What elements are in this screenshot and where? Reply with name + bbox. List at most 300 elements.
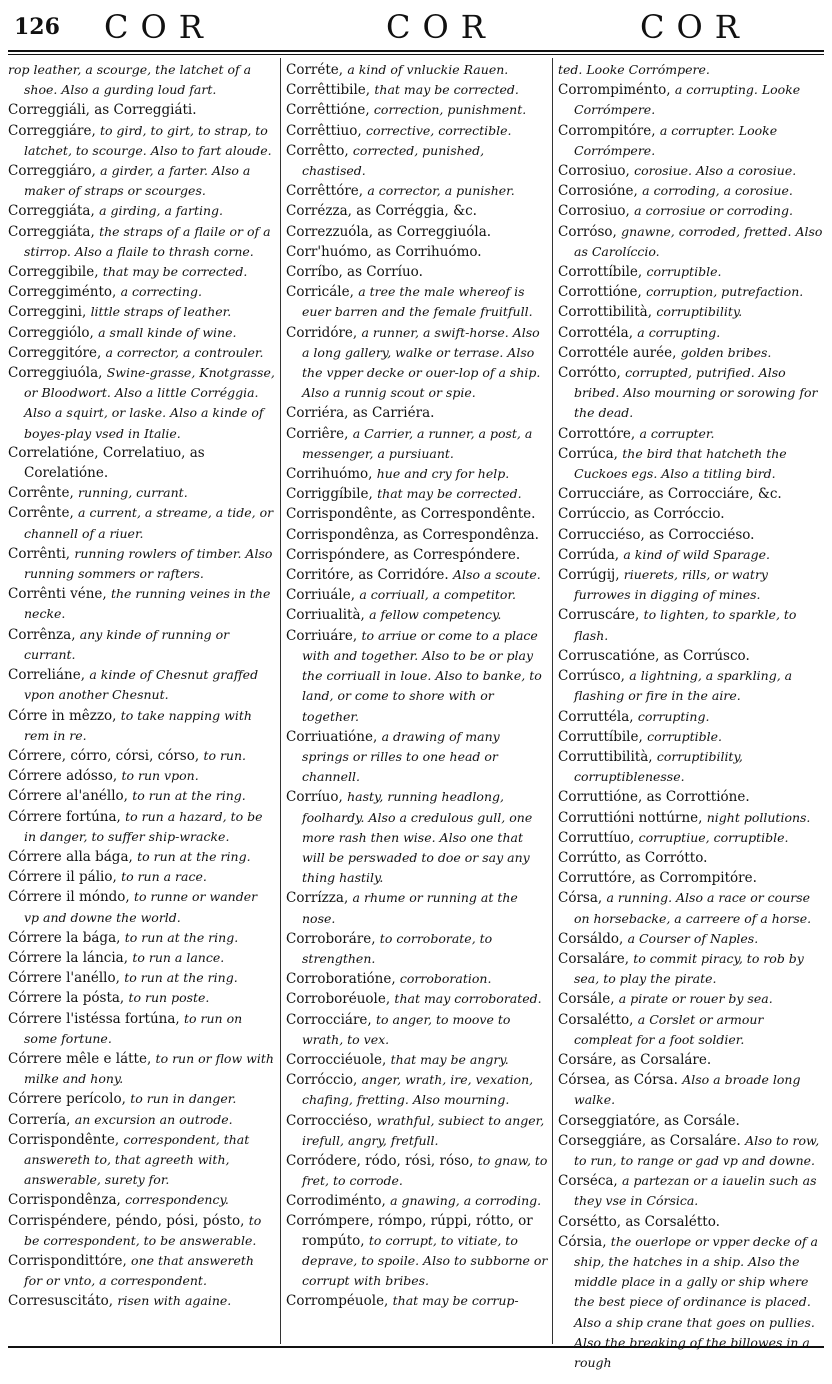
dictionary-entry (8, 444, 276, 483)
dictionary-entry (8, 343, 276, 363)
dictionary-entry (8, 867, 276, 887)
definition: to take napping with rem in re. (24, 707, 252, 743)
dictionary-entry (8, 887, 276, 927)
dictionary-entry (8, 665, 276, 705)
headword: Corrosiuo, (558, 163, 635, 180)
definition: that may corroborated. (394, 991, 542, 1007)
definition: a gnawing, a corroding. (390, 1193, 542, 1209)
dictionary-entry (8, 121, 276, 161)
definition: a drawing of many springs or rilles to one head or channell. (302, 728, 500, 785)
dictionary-entry (8, 222, 276, 262)
definition: to run. (203, 747, 247, 763)
definition: risen with againe. (117, 1293, 232, 1309)
dictionary-entry (8, 483, 276, 503)
dictionary-entry (558, 727, 824, 747)
dictionary-entry (558, 222, 824, 262)
dictionary-entry (558, 1232, 824, 1373)
definition: a corrupting. (637, 324, 721, 340)
definition: to gnaw, to fret, to corrode. (302, 1152, 548, 1189)
dictionary-entry (558, 828, 824, 848)
headword: Corrodiménto, (286, 1193, 391, 1210)
definition: running, currant. (78, 485, 188, 501)
headword: Córrere fortúna, (8, 808, 126, 825)
definition: the ouerlope or vpper decke of a ship, the hatches in a ship. Also the middle place in a gally or ship where the best piece of ordinance is placed. Also a ship crane that goes on pullies. Also the breaking of the billowes in a rough (574, 1233, 818, 1370)
headword: Córrere la láncia, (8, 949, 133, 966)
definition: a corrupting. Looke Corrómpere. (574, 82, 801, 118)
dictionary-entry (286, 181, 548, 201)
definition: a kinde of Chesnut graffed vpon another Chesnut. (24, 667, 259, 703)
headword: Corrêtto, (286, 142, 353, 159)
dictionary-entry (558, 808, 824, 828)
definition: Also a broade long walke. (574, 1072, 801, 1108)
dictionary-entry (286, 969, 548, 989)
dictionary-entry (8, 928, 276, 948)
headword: Corródere, ródo, rósi, róso, (286, 1152, 478, 1169)
dictionary-entry (286, 242, 548, 262)
definition: golden bribes. (680, 344, 772, 360)
definition: to run at the ring. (132, 788, 246, 804)
headword: Córrere al'anéllo, (8, 788, 133, 805)
headword: Córsa, (558, 890, 607, 907)
headword: Corsáre, as Corsaláre. (558, 1051, 712, 1068)
definition: to corrupt, to vitiate, to deprave, to spoile. Also to subborne or corrupt with bribes. (302, 1232, 548, 1289)
dictionary-entry (8, 1110, 276, 1130)
dictionary-entry (286, 929, 548, 969)
dictionary-entry (8, 1009, 276, 1049)
headword: Córrere alla bága, (8, 848, 138, 865)
dictionary-entry (558, 484, 824, 504)
dictionary-entry (286, 565, 548, 585)
definition: a Courser of Naples. (627, 930, 759, 946)
dictionary-entry (558, 201, 824, 221)
headword: Corrucciáre, as Corrocciáre, &c. (558, 486, 782, 503)
headword: Corruttéla, (558, 708, 638, 725)
dictionary-entry (286, 1191, 548, 1211)
definition: corruptible. (646, 264, 722, 280)
headword: Corrispondênte, as Correspondênte. (286, 506, 536, 523)
dictionary-entry (558, 161, 824, 181)
column-middle (286, 60, 548, 1342)
definition: to gird, to girt, to strap, to latchet, to scourge. Also to fart aloude. (24, 122, 272, 158)
dictionary-entry (558, 424, 824, 444)
definition: anger, wrath, ire, vexation, chafing, fretting. Also mourning. (302, 1072, 534, 1108)
dictionary-entry (286, 121, 548, 141)
header-rule-thin (8, 54, 824, 55)
definition: to lighten, to sparkle, to flash. (574, 607, 797, 643)
headword: Corritóre, as Corridóre. (286, 567, 454, 584)
dictionary-entry (558, 363, 824, 424)
headword: Corrispéndere, péndo, pósi, pósto, (8, 1212, 249, 1229)
dictionary-entry (286, 626, 548, 727)
headword: Corróccio, (286, 1072, 362, 1089)
dictionary-entry (286, 1212, 548, 1292)
dictionary-entry (8, 584, 276, 624)
dictionary-entry (558, 848, 824, 868)
dictionary-entry (286, 282, 548, 322)
definition: a runner, a swift-horse. Also a long gallery, walke or terrase. Also the vpper decke or ouer-lop of a ship. Also a runnig scout or spie. (302, 324, 541, 401)
definition: corrupted, putrified. Also bribed. Also mourning or sorowing for the dead. (574, 365, 818, 421)
headword: Corrúccio, as Corróccio. (558, 506, 725, 523)
dictionary-entry (286, 605, 548, 625)
headword: Correzzuóla, as Correggiuóla. (286, 223, 492, 240)
definition: a running. Also a race or course on horsebacke, a carreere of a horse. (574, 890, 812, 926)
definition: a kind of vnluckie Rauen. (347, 62, 509, 77)
dictionary-entry (558, 545, 824, 565)
headword: Corridóre, (286, 324, 362, 341)
dictionary-entry (558, 888, 824, 928)
dictionary-entry (286, 989, 548, 1009)
dictionary-entry (286, 484, 548, 504)
headword: Corrispondittóre, (8, 1252, 132, 1269)
definition: to run in danger. (130, 1091, 237, 1107)
definition: a lightning, a sparkling, a flashing or fire in the aire. (574, 668, 793, 704)
headword: Corsále, (558, 991, 619, 1008)
headword: Córrere adósso, (8, 768, 122, 785)
definition: corruptibility. (656, 304, 743, 320)
definition: to arriue or come to a place with and together. Also to be or play the corriuall in loue. Also to banke, to land, or come to shore with or together. (302, 627, 542, 724)
dictionary-entry (8, 1190, 276, 1210)
headword: Corsétto, as Corsalétto. (558, 1213, 720, 1230)
dictionary-entry (558, 262, 824, 282)
dictionary-entry (558, 60, 824, 80)
definition: to run poste. (128, 990, 210, 1006)
dictionary-entry (8, 262, 276, 282)
definition: a girder, a farter. Also a maker of straps or scourges. (24, 163, 251, 199)
dictionary-entry (286, 585, 548, 605)
definition: corosiue. Also a corosiue. (634, 163, 797, 179)
dictionary-entry (8, 503, 276, 543)
definition: a rhume or running at the nose. (302, 890, 518, 926)
definition: corroboration. (399, 971, 492, 987)
dictionary-entry (558, 949, 824, 989)
dictionary-entry (8, 625, 276, 665)
headword: Corruttióni nottúrne, (558, 809, 707, 826)
definition: corruptibility, corruptiblenesse. (574, 748, 743, 785)
dictionary-entry (8, 948, 276, 968)
definition: Swine-grasse, Knotgrasse, or Bloodwort. Also a little Corréggia. Also a squirt, or laske. Also a kinde of boyes-play vsed in Italie. (24, 365, 275, 441)
dictionary-entry (558, 747, 824, 787)
column-right (558, 60, 824, 1370)
column-divider (552, 58, 553, 1344)
definition: that may be corrup- (392, 1293, 519, 1309)
headword: Córrere il móndo, (8, 889, 134, 906)
dictionary-entry (8, 201, 276, 221)
headword: Corrêttóre, (286, 183, 368, 200)
definition: corrected, punished, chastised. (302, 142, 485, 179)
headword: Corrispondênza, (8, 1192, 126, 1209)
definition: a partezan or a iauelin such as they vse in Córsica. (574, 1173, 817, 1209)
dictionary-entry (8, 847, 276, 867)
definition: night pollutions. (706, 809, 811, 825)
definition: riuerets, rills, or watry furrowes in digging of mines. (574, 567, 768, 603)
headword: Corrúgij, (558, 567, 624, 584)
headword: Correggiménto, (8, 284, 121, 301)
headword: Correggiáta, (8, 223, 100, 240)
headword: Corseggiáre, as Corsaláre. (558, 1132, 746, 1149)
definition: that may be corrected. (377, 486, 522, 502)
headword: Corrihuómo, (286, 466, 377, 483)
dictionary-entry (286, 464, 548, 484)
headword: Corrúca, (558, 445, 623, 462)
dictionary-entry (8, 988, 276, 1008)
headword: Corrottóre, (558, 425, 640, 442)
dictionary-entry (8, 282, 276, 302)
headword: Corruttíuo, (558, 829, 639, 846)
headword: Córrere mêle e látte, (8, 1050, 156, 1067)
definition: wrathful, subiect to anger, irefull, angry, fretfull. (302, 1112, 545, 1148)
dictionary-entry (8, 807, 276, 847)
definition: a corrosiue or corroding. (634, 203, 793, 219)
headword: Corrispóndere, as Correspóndere. (286, 546, 521, 563)
definition: to runne or wander vp and downe the world. (24, 889, 258, 925)
dictionary-entry (286, 60, 548, 80)
dictionary-entry (8, 1049, 276, 1089)
headword: Corrocciáre, (286, 1011, 377, 1028)
dictionary-entry (8, 161, 276, 201)
dictionary-entry (558, 1010, 824, 1050)
catchword-center: COR (386, 8, 497, 46)
dictionary-entry (8, 1089, 276, 1109)
definition: any kinde of running or currant. (24, 626, 230, 662)
definition: a current, a streame, a tide, or channell of a riuer. (24, 505, 274, 541)
definition: a girding, a farting. (99, 203, 223, 219)
dictionary-entry (8, 544, 276, 584)
dictionary-entry (8, 766, 276, 786)
definition: one that answereth for or vnto, a correspondent. (24, 1252, 254, 1289)
definition: to run on some fortune. (24, 1010, 243, 1046)
headword: Corricále, (286, 284, 359, 301)
definition: to run a race. (121, 869, 207, 885)
dictionary-entry (8, 302, 276, 322)
dictionary-entry (558, 666, 824, 706)
definition: hue and cry for help. (376, 466, 510, 482)
definition: to corroborate, to strengthen. (302, 930, 493, 966)
catchword-right: COR (640, 8, 751, 46)
headword: Córrere l'anéllo, (8, 970, 125, 987)
dictionary-entry (8, 706, 276, 746)
headword: Córsea, as Córsa. (558, 1072, 683, 1089)
headword: Correría, (8, 1111, 75, 1128)
headword: Corriggíbile, (286, 486, 378, 503)
dictionary-entry (286, 545, 548, 565)
headword: Corriuáre, (286, 627, 362, 644)
headword: Corriuatióne, (286, 728, 382, 745)
headword: Corréte, (286, 62, 348, 78)
dictionary-entry (558, 181, 824, 201)
headword: Corrútto, as Corrótto. (558, 849, 708, 866)
headword: Corrispondênza, as Correspondênza. (286, 526, 539, 543)
dictionary-entry (286, 1291, 548, 1311)
catchword-left: COR (104, 8, 215, 46)
dictionary-entry (558, 1050, 824, 1070)
headword: Corrosiuo, (558, 203, 635, 220)
definition: that may be angry. (390, 1051, 509, 1067)
definition: a corriuall, a competitor. (359, 587, 517, 603)
page-header (0, 8, 832, 48)
dictionary-entry (8, 1291, 276, 1311)
headword: Corresuscitáto, (8, 1293, 118, 1310)
definition: to run at the ring. (137, 848, 251, 864)
headword: Corrottíbile, (558, 264, 647, 281)
dictionary-entry (558, 121, 824, 161)
dictionary-entry (558, 646, 824, 666)
headword: Corrómpere, rómpo, rúppi, rótto, or rompúto, (286, 1212, 533, 1249)
dictionary-entry (286, 100, 548, 120)
dictionary-entry (286, 222, 548, 242)
definition: the running veines in the necke. (24, 586, 271, 622)
dictionary-entry (286, 504, 548, 524)
dictionary-entry (286, 201, 548, 221)
headword: Córsia, (558, 1233, 611, 1250)
dictionary-entry (558, 282, 824, 302)
definition: a corroding, a corosiue. (642, 183, 793, 199)
definition: a corrector, a punisher. (367, 183, 515, 199)
definition: to run a hazard, to be in danger, to suffer ship-wracke. (24, 808, 263, 844)
definition: the bird that hatcheth the Cuckoes egs. Also a titling bird. (574, 445, 787, 482)
headword: Corroboráre, (286, 930, 380, 947)
headword: Correggiólo, (8, 324, 99, 341)
definition: a pirate or rouer by sea. (618, 991, 773, 1007)
dictionary-entry (286, 1151, 548, 1191)
definition: ted. Looke Corrómpere. (558, 62, 710, 77)
definition: Also to row, to run, to range or gad vp and downe. (574, 1132, 820, 1168)
definition: a correcting. (120, 284, 202, 300)
headword: Correggiáta, (8, 203, 100, 220)
definition: to run a lance. (132, 949, 225, 965)
headword: Corriéra, as Carriéra. (286, 405, 435, 422)
headword: Correggiáre, (8, 122, 101, 139)
definition: little straps of leather. (90, 304, 232, 320)
headword: Corriêre, (286, 425, 353, 442)
headword: Corríuo, (286, 789, 348, 806)
dictionary-entry (8, 1251, 276, 1291)
dictionary-entry (286, 424, 548, 464)
definition: rop leather, a scourge, the latchet of a shoe. Also a gurding loud fart. (8, 62, 252, 98)
dictionary-entry (286, 1070, 548, 1110)
definition: a Corslet or armour compleat for a foot soldier. (574, 1011, 764, 1047)
dictionary-entry (558, 1171, 824, 1211)
dictionary-entry (558, 868, 824, 888)
headword: Corr'huómo, as Corrihuómo. (286, 243, 482, 260)
dictionary-entry (8, 1130, 276, 1191)
dictionary-entry (558, 929, 824, 949)
headword: Corrispondênte, (8, 1131, 124, 1148)
dictionary-entry (558, 80, 824, 120)
dictionary-entry (558, 707, 824, 727)
headword: Corrênte, (8, 485, 79, 502)
headword: Corseggiatóre, as Corsále. (558, 1112, 740, 1129)
definition: correspondent, that answereth to, that agreeth with, answerable, surety for. (24, 1131, 250, 1188)
headword: Córrere perícolo, (8, 1091, 131, 1108)
definition: to run at the ring. (124, 929, 239, 945)
headword: Corrúda, (558, 546, 624, 563)
dictionary-entry (8, 323, 276, 343)
dictionary-entry (286, 141, 548, 181)
headword: Corruttíbile, (558, 728, 648, 745)
dictionary-entry (286, 525, 548, 545)
page-number: 126 (14, 14, 60, 40)
dictionary-entry (558, 1111, 824, 1131)
headword: Correggiuóla, (8, 365, 107, 382)
headword: Corrênza, (8, 626, 80, 643)
headword: Córrere il pálio, (8, 869, 122, 886)
definition: correspondency. (125, 1192, 229, 1208)
headword: Correggini, (8, 304, 91, 321)
headword: Corsáldo, (558, 930, 628, 947)
definition: a Carrier, a runner, a post, a messenger, a pursiuant. (302, 425, 533, 461)
definition: corrective, correctible. (365, 122, 512, 138)
headword: Corrênte, (8, 505, 79, 522)
dictionary-entry (286, 403, 548, 423)
definition: an excursion an outrode. (74, 1111, 233, 1127)
footer-rule (8, 1346, 824, 1348)
definition: to run or flow with milke and hony. (24, 1050, 274, 1087)
definition: the straps of a flaile or of a stirrop. Also a flaile to thrash corne. (24, 223, 271, 259)
definition: that may be corrected. (374, 82, 519, 98)
headword: Corrézza, as Corréggia, &c. (286, 203, 477, 220)
definition: corrupting. (637, 708, 710, 724)
dictionary-entry (558, 787, 824, 807)
headword: Corrosióne, (558, 183, 643, 200)
headword: Corruttóre, as Corrompitóre. (558, 870, 757, 887)
dictionary-entry (558, 1070, 824, 1110)
definition: a fellow competency. (369, 607, 502, 623)
headword: Correggibile, (8, 264, 103, 281)
headword: Córrere la pósta, (8, 990, 129, 1007)
dictionary-entry (558, 323, 824, 343)
headword: Corrocciéuole, (286, 1051, 391, 1068)
dictionary-entry (8, 968, 276, 988)
headword: Corrênti, (8, 545, 75, 562)
headword: Correggitóre, (8, 344, 106, 361)
headword: Corrottéle auréе, (558, 344, 681, 361)
headword: Corrompéuole, (286, 1293, 393, 1310)
dictionary-entry (558, 525, 824, 545)
definition: to run at the ring. (124, 970, 238, 986)
headword: Corríbo, as Corríuo. (286, 264, 423, 281)
headword: Corriuále, (286, 587, 360, 604)
dictionary-entry (8, 746, 276, 766)
definition: correction, punishment. (373, 102, 527, 118)
definition: a small kinde of wine. (98, 324, 237, 340)
headword: Corróso, (558, 223, 622, 240)
headword: Corrízza, (286, 890, 353, 907)
dictionary-entry (286, 1050, 548, 1070)
definition: gnawne, corroded, fretted. Also as Carolíccio. (574, 223, 823, 259)
dictionary-entry (286, 323, 548, 404)
dictionary-entry (558, 1131, 824, 1171)
dictionary-entry (558, 343, 824, 363)
dictionary-entry (558, 989, 824, 1009)
definition: a corrupter. (639, 425, 715, 441)
dictionary-entry (8, 1211, 276, 1251)
headword: Corrompiménto, (558, 82, 675, 99)
headword: Corruttibilità, (558, 748, 657, 765)
headword: Correggiáro, (8, 163, 101, 180)
headword: Corroboréuole, (286, 991, 395, 1008)
dictionary-entry (8, 786, 276, 806)
headword: Corriualità, (286, 607, 370, 624)
definition: running rowlers of timber. Also running sommers or rafters. (24, 545, 273, 582)
definition: a kind of wild Sparage. (623, 546, 770, 562)
definition: Also a scoute. (453, 567, 541, 583)
headword: Corruscáre, (558, 607, 644, 624)
dictionary-entry (558, 1212, 824, 1232)
headword: Corrêttióne, (286, 102, 374, 119)
dictionary-entry (558, 565, 824, 605)
headword: Corruscatióne, as Corrúsco. (558, 647, 750, 664)
definition: to be correspondent, to be answerable. (24, 1212, 262, 1248)
